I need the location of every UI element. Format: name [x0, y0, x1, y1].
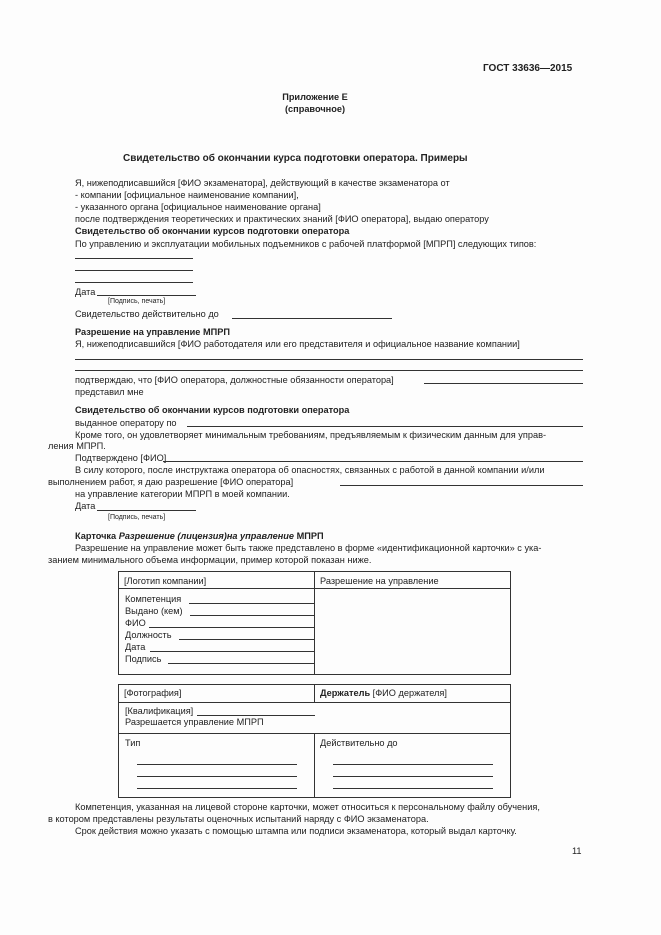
footer-p1b: в котором представлены результаты оценочных испытаний наряду с ФИО экзаменатора.	[48, 814, 429, 824]
block1-line5: По управлению и эксплуатации мобильных подъемников с рабочей платформой [МПРП] следующих типов:	[75, 239, 537, 249]
operator-permit-blank-line[interactable]	[340, 485, 583, 486]
card-line1a: Разрешение на управление может быть также представлено в форме «идентификационной карточки» с ука-	[75, 543, 542, 553]
employer-blank-line[interactable]	[75, 370, 583, 371]
block3-line2a: Кроме того, он удовлетворяет минимальным требованиям, предъявляемым к физическим данным для управ-	[75, 430, 547, 440]
type-line[interactable]	[137, 776, 297, 777]
field-line[interactable]	[179, 639, 315, 640]
card-back-header-divider	[118, 702, 511, 703]
field-line[interactable]	[190, 615, 315, 616]
company-logo-placeholder: [Логотип компании]	[124, 576, 207, 586]
valid-line[interactable]	[333, 788, 493, 789]
block3-line5: на управление категории МПРП в моей компании.	[75, 489, 290, 499]
valid-until-label: Свидетельство действительно до	[75, 309, 219, 319]
employer-blank-line[interactable]	[75, 359, 583, 360]
type-line[interactable]	[137, 764, 297, 765]
block2-heading: Разрешение на управление МПРП	[75, 327, 230, 337]
page-number: 11	[572, 846, 582, 856]
type-line[interactable]	[137, 788, 297, 789]
type-blank-line[interactable]	[75, 258, 193, 259]
block3-line4b: выполнением работ, я даю разрешение [ФИО оператора]	[48, 477, 294, 487]
field-competence: Компетенция	[125, 594, 182, 604]
appendix-subtitle: (справочное)	[284, 104, 345, 114]
card-line1b: занием минимального объема информации, пример которой показан ниже.	[48, 555, 372, 565]
block3-heading: Свидетельство об окончании курсов подготовки оператора	[75, 405, 350, 415]
card-front-header-divider	[118, 588, 511, 589]
block2-line2: подтверждаю, что [ФИО оператора, должностные обязанности оператора]	[75, 375, 394, 385]
valid-until-blank-line[interactable]	[232, 318, 392, 319]
block3-line2b: ления МПРП.	[48, 441, 106, 451]
field-line[interactable]	[150, 651, 315, 652]
valid-line[interactable]	[333, 764, 493, 765]
footer-p2: Срок действия можно указать с помощью штампа или подписи экзаменатора, который выдал карточку.	[75, 826, 517, 836]
card-heading: Карточка Разрешение (лицензия)на управление МПРП	[75, 531, 324, 541]
block1-line4: после подтверждения теоретических и практических знаний [ФИО оператора], выдаю оператору	[75, 214, 489, 224]
qualification-label: [Квалификация]	[125, 706, 194, 716]
field-position: Должность	[125, 630, 172, 640]
sign-hint: [Подпись, печать]	[108, 514, 166, 521]
valid-line[interactable]	[333, 776, 493, 777]
block3-line3: Подтверждено [ФИО]	[75, 453, 167, 463]
valid-until-label: Действительно до	[320, 738, 398, 748]
block1-line1: Я, нижеподписавшийся [ФИО экзаменатора], действующий в качестве экзаменатора от	[75, 178, 450, 188]
photo-placeholder: [Фотография]	[124, 688, 182, 698]
date-label: Дата	[75, 287, 96, 297]
issued-by-blank-line[interactable]	[187, 426, 583, 427]
date-blank-line[interactable]	[97, 295, 196, 296]
card-back-bottom-divider	[314, 733, 315, 798]
block3-line4a: В силу которого, после инструктажа оператора об опасностях, связанных с работой в данной компании и/или	[75, 465, 545, 475]
block1-line2: - компании [официальное наименование компании],	[75, 190, 299, 200]
field-line[interactable]	[149, 627, 315, 628]
type-label: Тип	[125, 738, 141, 748]
operator-blank-line[interactable]	[424, 383, 583, 384]
confirmed-blank-line[interactable]	[163, 461, 583, 462]
section-title: Свидетельство об окончании курса подготовки оператора. Примеры	[123, 153, 468, 164]
block1-line3: - указанного органа [официальное наименование органа]	[75, 202, 321, 212]
field-name: ФИО	[125, 618, 146, 628]
field-date: Дата	[125, 642, 146, 652]
standard-number: ГОСТ 33636—2015	[483, 63, 573, 74]
appendix-title: Приложение Е	[282, 92, 348, 102]
date-label: Дата	[75, 501, 96, 511]
field-signature: Подпись	[125, 654, 162, 664]
footer-p1a: Компетенция, указанная на лицевой стороне карточки, может относиться к персональному файлу обучения,	[75, 802, 540, 812]
field-line[interactable]	[189, 603, 315, 604]
allowed-label: Разрешается управление МПРП	[125, 717, 264, 727]
sign-hint: [Подпись, печать]	[108, 298, 166, 305]
type-blank-line[interactable]	[75, 282, 193, 283]
field-line[interactable]	[168, 663, 315, 664]
card-front-divider	[314, 571, 315, 675]
permit-label: Разрешение на управление	[320, 576, 439, 586]
block2-line1: Я, нижеподписавшийся [ФИО работодателя или его представителя и официальное название компании]	[75, 339, 520, 349]
field-issued-by: Выдано (кем)	[125, 606, 183, 616]
block2-line3: представил мне	[75, 387, 144, 397]
block1-heading: Свидетельство об окончании курсов подготовки оператора	[75, 226, 350, 236]
card-back-divider	[314, 684, 315, 702]
qualification-line[interactable]	[197, 715, 315, 716]
block3-line1: выданное оператору по	[75, 418, 177, 428]
date-blank-line[interactable]	[97, 510, 196, 511]
type-blank-line[interactable]	[75, 270, 193, 271]
holder-label: Держатель [ФИО держателя]	[320, 688, 447, 698]
